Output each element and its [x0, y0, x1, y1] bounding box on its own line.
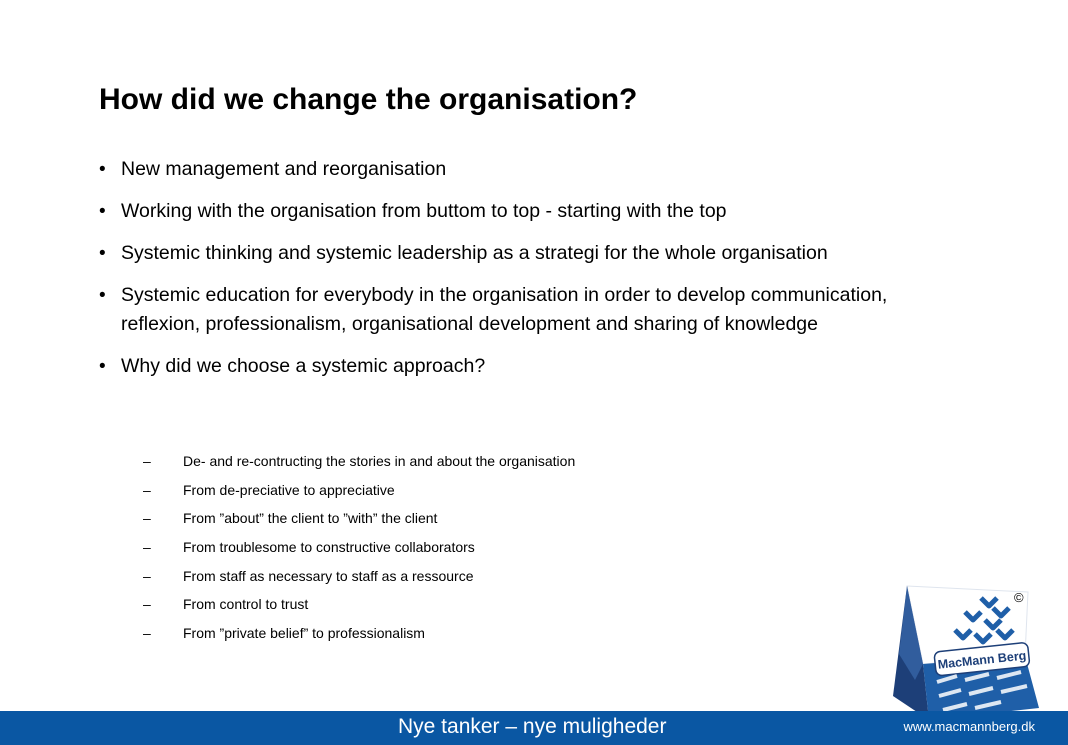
bullet-marker: •: [99, 243, 106, 264]
bullet-item: [99, 281, 899, 339]
sub-bullet-item: [143, 508, 575, 528]
sub-bullet-marker: –: [143, 481, 151, 498]
sub-bullet-marker: –: [143, 625, 151, 642]
bullet-item: [99, 352, 899, 381]
bullet-list: [99, 155, 899, 381]
copyright-symbol: ©: [1014, 590, 1024, 605]
bullet-marker: •: [99, 356, 106, 377]
bullet-marker: •: [99, 285, 106, 306]
bullet-item: [99, 239, 899, 268]
bullet-text: Systemic thinking and systemic leadership as a strategi for the whole organisation: [121, 242, 828, 264]
sub-bullet-list: [143, 451, 575, 652]
sub-bullet-text: From staff as necessary to staff as a ressource: [183, 567, 474, 584]
footer-band: [0, 711, 1068, 745]
sub-bullet-text: From control to trust: [183, 596, 309, 613]
sub-bullet-marker: –: [143, 510, 151, 527]
sub-bullet-item: [143, 537, 575, 557]
sub-bullet-marker: –: [143, 539, 151, 556]
sub-bullet-text: From troublesome to constructive collaborators: [183, 539, 475, 556]
bullet-item: [99, 197, 899, 226]
sub-bullet-marker: –: [143, 567, 151, 584]
sub-bullet-text: From de-preciative to appreciative: [183, 481, 395, 498]
sub-bullet-item: [143, 451, 575, 471]
footer-slogan: Nye tanker – nye muligheder: [398, 715, 667, 738]
bullet-item: [99, 155, 899, 184]
sub-bullet-item: [143, 594, 575, 614]
sub-bullet-text: From ”about” the client to ”with” the client: [183, 510, 438, 527]
sub-bullet-item: [143, 480, 575, 500]
bullet-text: Systemic education for everybody in the organisation in order to develop communication, reflexion, professionalism, organisational development and sharing of knowledge: [121, 284, 888, 335]
bullet-text: Working with the organisation from buttom to top - starting with the top: [121, 200, 727, 222]
sub-bullet-item: [143, 623, 575, 643]
sub-bullet-marker: –: [143, 596, 151, 613]
sub-bullet-text: From ”private belief” to professionalism: [183, 625, 425, 642]
sub-bullet-item: [143, 566, 575, 586]
slide-title: How did we change the organisation?: [99, 83, 638, 116]
logo-name: MacMann Berg: [937, 648, 1027, 672]
bullet-marker: •: [99, 201, 106, 222]
footer-url[interactable]: www.macmannberg.dk: [903, 719, 1035, 734]
bullet-text: Why did we choose a systemic approach?: [121, 355, 486, 377]
bullet-text: New management and reorganisation: [121, 158, 447, 180]
sub-bullet-marker: –: [143, 453, 151, 469]
sub-bullet-text: De- and re-contructing the stories in and about the organisation: [183, 453, 576, 469]
bullet-marker: •: [99, 159, 106, 180]
